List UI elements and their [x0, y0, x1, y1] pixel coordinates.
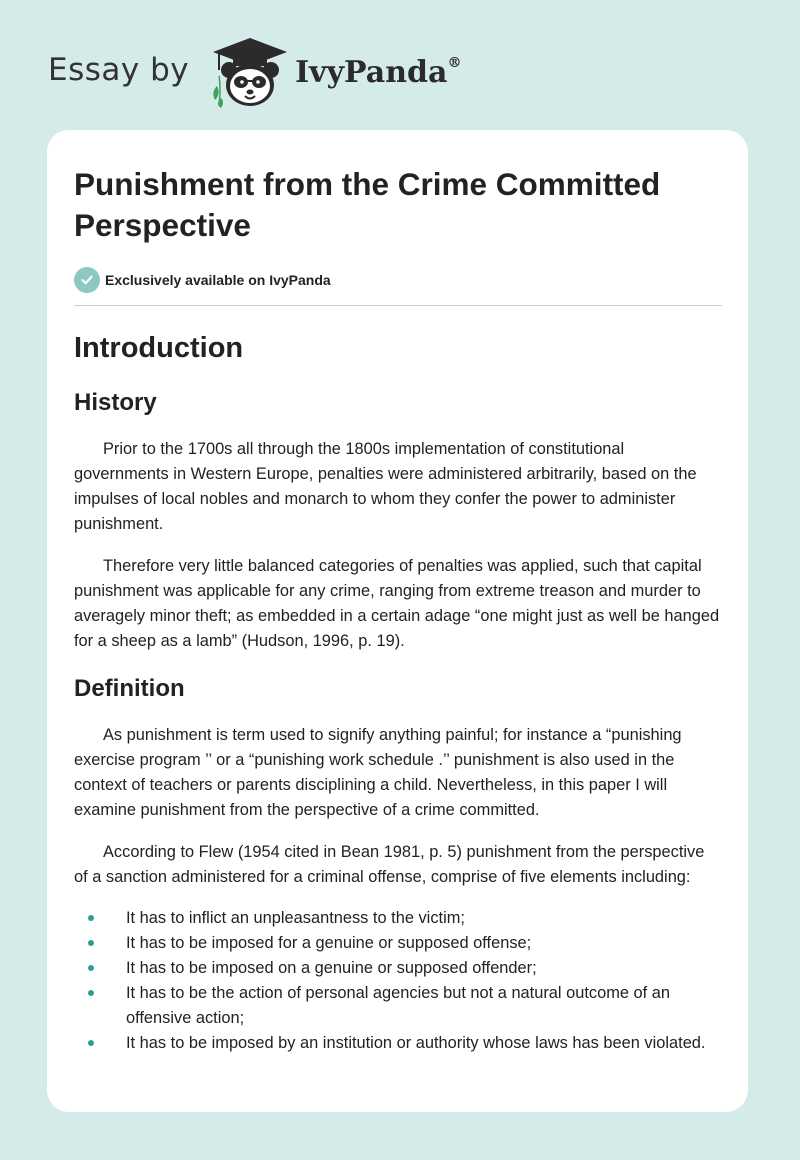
article-title: Punishment from the Crime Committed Perspective	[74, 166, 661, 243]
subheading-history: History	[74, 389, 157, 416]
article-card	[47, 130, 748, 1112]
section-heading-introduction: Introduction	[74, 332, 244, 364]
dot-bullet-icon	[88, 1040, 94, 1046]
list-item	[74, 1031, 722, 1056]
list-item-text: It has to be imposed by an institution or authority whose laws has been violated.	[126, 1034, 706, 1052]
definition-paragraph-2: According to Flew (1954 cited in Bean 1981, p. 5) punishment from the perspective of a sanction administered for a criminal offense, comprise of five elements including:	[74, 843, 705, 886]
list-item	[74, 906, 722, 931]
list-item	[74, 931, 722, 956]
registered-mark: ®	[447, 55, 462, 71]
list-item	[74, 981, 722, 1031]
history-paragraph-1: Prior to the 1700s all through the 1800s implementation of constitutional governments in Western Europe, penalties were administered arbitrarily, based on the impulses of local nobles and monarch to whom they confer the power to administer punishment.	[74, 440, 697, 533]
elements-list	[74, 906, 722, 1056]
essay-by-label: Essay by	[48, 51, 190, 88]
title-divider	[74, 305, 722, 306]
list-item	[74, 956, 722, 981]
list-item-text: It has to be imposed on a genuine or supposed offender;	[126, 959, 537, 977]
exclusive-label: Exclusively available on IvyPanda	[105, 272, 331, 288]
dot-bullet-icon	[88, 965, 94, 971]
site-header	[48, 36, 461, 108]
list-item-text: It has to inflict an unpleasantness to the victim;	[126, 909, 465, 927]
brand-name	[295, 55, 462, 90]
exclusive-badge	[74, 266, 722, 294]
panda-logo-icon	[207, 36, 293, 108]
history-paragraph-2: Therefore very little balanced categories of penalties was applied, such that capital punishment was applicable for any crime, ranging from extreme treason and murder to averagely minor theft; as embedded in a certain adage “one might just as well be hanged for a sheep as a lamb” (Hudson, 1996, p. 19).	[74, 557, 720, 650]
subheading-definition: Definition	[74, 675, 185, 702]
list-item-text: It has to be imposed for a genuine or supposed offense;	[126, 934, 532, 952]
list-item-text: It has to be the action of personal agencies but not a natural outcome of an offensive action;	[126, 984, 670, 1027]
brand-name-text: IvyPanda	[295, 55, 448, 90]
definition-paragraph-1: As punishment is term used to signify anything painful; for instance a “punishing exercise program ’’ or a “punishing work schedule .’’ punishment is also used in the context of teachers or parents disciplining a child. Nevertheless, in this paper I will examine punishment from the perspective of a crime committed.	[74, 726, 682, 819]
dot-bullet-icon	[88, 940, 94, 946]
dot-bullet-icon	[88, 990, 94, 996]
dot-bullet-icon	[88, 915, 94, 921]
check-icon	[74, 267, 100, 293]
